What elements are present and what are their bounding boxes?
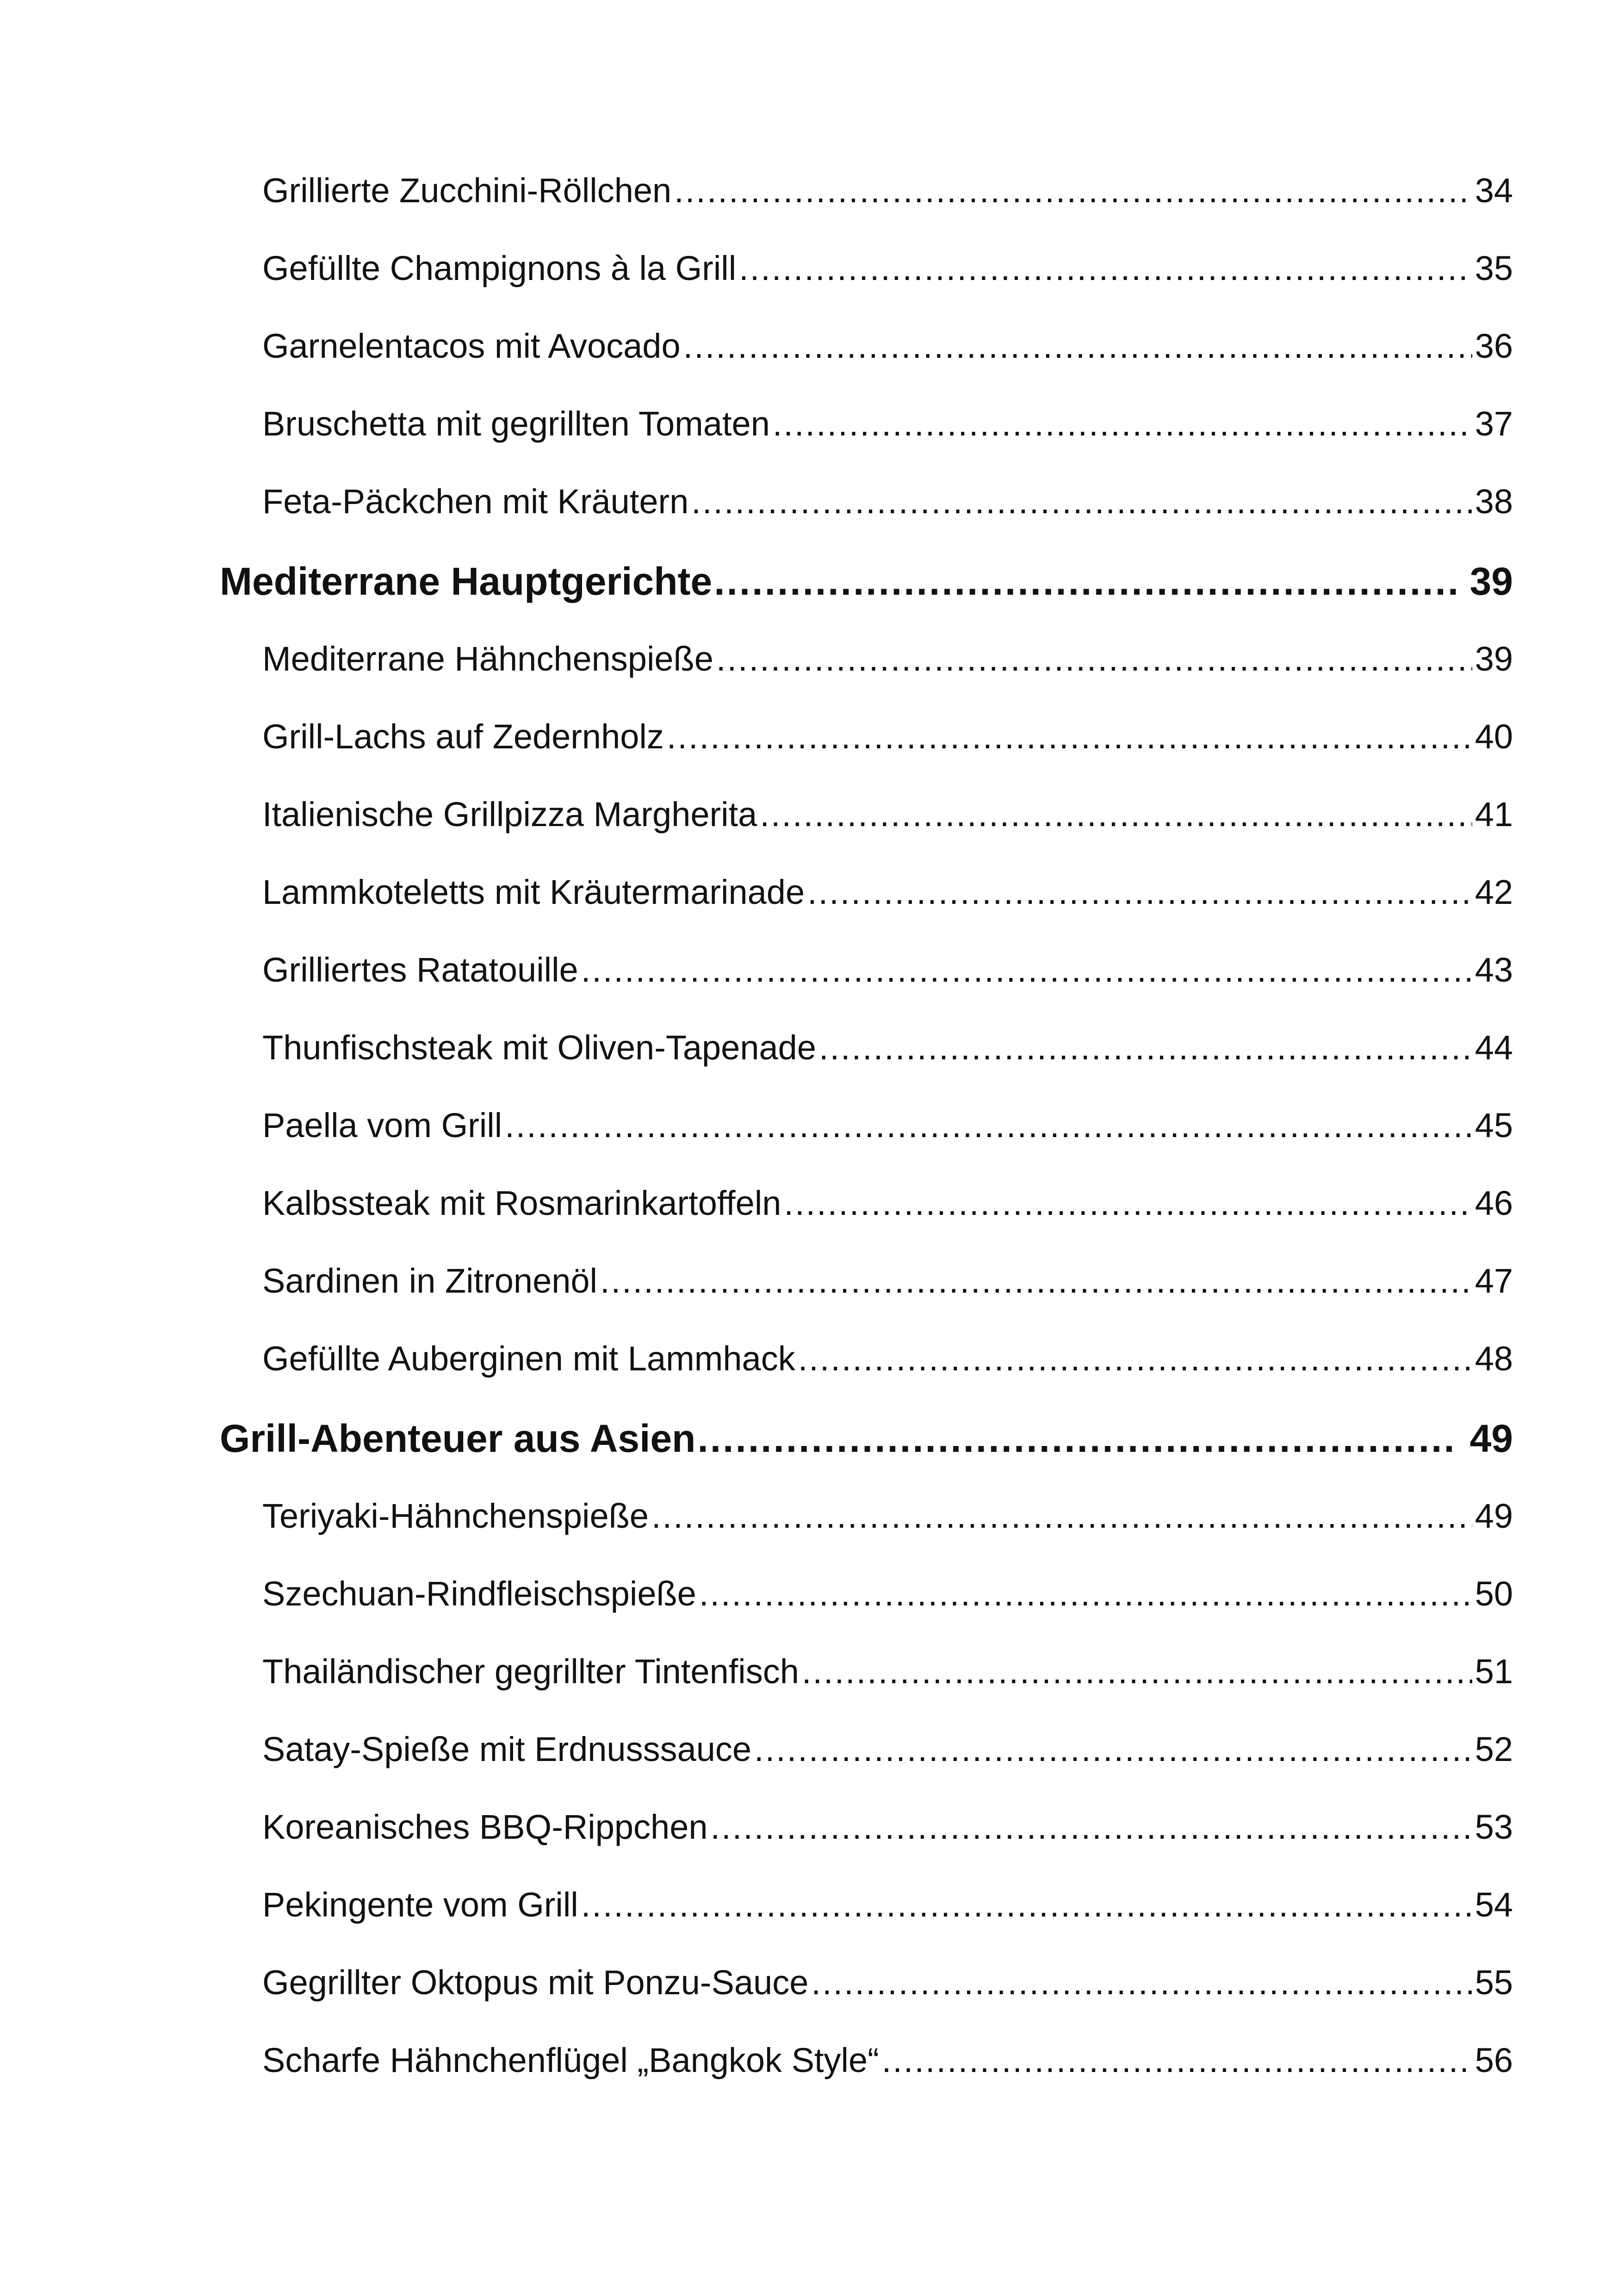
toc-entry-page-number: 38 [1475,482,1513,521]
toc-recipe-entry [220,790,1513,868]
toc-entry-title: Mediterrane Hauptgerichte [220,560,713,603]
toc-entry-page-number: 49 [1475,1497,1513,1535]
toc-entry-title: Thunfischsteak mit Oliven-Tapenade [262,1028,816,1067]
toc-recipe-entry [220,1024,1513,1101]
toc-entry-page-number: 46 [1475,1184,1513,1222]
dot-leader [651,1492,1472,1540]
toc-entry-page-number: 47 [1475,1262,1513,1300]
toc-entry-page-number: 48 [1475,1339,1513,1378]
toc-entry-title: Grill-Lachs auf Zedernholz [262,717,664,756]
dot-leader [819,1024,1472,1072]
dot-leader [691,478,1472,526]
toc-entry-title: Szechuan-Rindfleischspieße [262,1574,696,1613]
dot-leader [754,1725,1472,1773]
dot-leader [581,946,1472,994]
toc-entry-title: Bruschetta mit gegrillten Tomaten [262,404,770,443]
toc-entry-page-number: 40 [1475,717,1513,756]
dot-leader [714,555,1457,607]
toc-entry-title: Grilliertes Ratatouille [262,951,578,989]
toc-entry-page-number: 56 [1475,2041,1513,2079]
toc-recipe-entry [220,868,1513,946]
toc-recipe-entry [220,635,1513,713]
toc-entry-page-number: 45 [1475,1106,1513,1145]
toc-entry-title: Pekingente vom Grill [262,1885,578,1924]
toc-entry-page-number: 41 [1475,795,1513,834]
toc-entry-page-number: 37 [1475,404,1513,443]
toc-recipe-entry [220,167,1513,244]
toc-recipe-entry [220,1492,1513,1570]
dot-leader [600,1257,1472,1305]
table-of-contents [220,167,1513,2114]
toc-entry-page-number: 34 [1475,171,1513,210]
toc-entry-page-number: 52 [1475,1730,1513,1768]
toc-entry-page-number: 43 [1475,951,1513,989]
toc-recipe-entry [220,713,1513,790]
toc-entry-page-number: 54 [1475,1885,1513,1924]
toc-recipe-entry [220,946,1513,1024]
toc-recipe-entry [220,322,1513,400]
toc-entry-title: Grillierte Zucchini-Röllchen [262,171,672,210]
dot-leader [667,713,1472,761]
toc-entry-title: Gefüllte Champignons à la Grill [262,249,737,287]
toc-entry-title: Thailändischer gegrillter Tintenfisch [262,1652,799,1691]
toc-recipe-entry [220,1725,1513,1803]
dot-leader [697,1412,1457,1464]
dot-leader [773,400,1472,448]
toc-entry-title: Teriyaki-Hähnchenspieße [262,1497,649,1535]
dot-leader [784,1179,1472,1227]
dot-leader [716,635,1472,683]
toc-entry-title: Mediterrane Hähnchenspieße [262,640,713,678]
dot-leader [739,244,1472,292]
toc-recipe-entry [220,1335,1513,1412]
dot-leader [802,1648,1472,1696]
toc-entry-title: Gefüllte Auberginen mit Lammhack [262,1339,795,1378]
dot-leader [699,1570,1472,1618]
toc-entry-title: Garnelentacos mit Avocado [262,327,681,365]
toc-entry-title: Sardinen in Zitronenöl [262,1262,597,1300]
toc-entry-page-number: 50 [1475,1574,1513,1613]
toc-recipe-entry [220,1101,1513,1179]
toc-entry-title: Koreanisches BBQ-Rippchen [262,1808,708,1846]
dot-leader [807,868,1472,916]
toc-entry-title: Paella vom Grill [262,1106,502,1145]
toc-entry-page-number: 39 [1469,560,1513,603]
toc-recipe-entry [220,1881,1513,1959]
dot-leader [711,1803,1472,1851]
toc-chapter-entry [220,1412,1513,1492]
toc-entry-page-number: 35 [1475,249,1513,287]
toc-recipe-entry [220,1648,1513,1725]
toc-entry-title: Italienische Grillpizza Margherita [262,795,757,834]
toc-entry-title: Scharfe Hähnchenflügel „Bangkok Style“ [262,2041,879,2079]
toc-entry-title: Feta-Päckchen mit Kräutern [262,482,689,521]
toc-entry-title: Gegrillter Oktopus mit Ponzu-Sauce [262,1963,809,2002]
dot-leader [581,1881,1472,1929]
dot-leader [882,2036,1472,2084]
toc-recipe-entry [220,1803,1513,1881]
toc-entry-title: Kalbssteak mit Rosmarinkartoffeln [262,1184,781,1222]
toc-entry-title: Lammkoteletts mit Kräutermarinade [262,873,805,911]
dot-leader [683,322,1472,370]
toc-recipe-entry [220,2036,1513,2114]
toc-recipe-entry [220,244,1513,322]
toc-entry-title: Satay-Spieße mit Erdnusssauce [262,1730,752,1768]
dot-leader [505,1101,1472,1150]
toc-entry-title: Grill-Abenteuer aus Asien [220,1417,696,1460]
toc-entry-page-number: 53 [1475,1808,1513,1846]
toc-entry-page-number: 39 [1475,640,1513,678]
toc-recipe-entry [220,1257,1513,1335]
dot-leader [811,1959,1472,2007]
toc-entry-page-number: 55 [1475,1963,1513,2002]
toc-entry-page-number: 42 [1475,873,1513,911]
dot-leader [760,790,1472,839]
toc-recipe-entry [220,400,1513,478]
toc-chapter-entry [220,555,1513,635]
toc-entry-page-number: 49 [1469,1417,1513,1460]
toc-recipe-entry [220,1959,1513,2036]
dot-leader [798,1335,1472,1383]
toc-entry-page-number: 44 [1475,1028,1513,1067]
toc-recipe-entry [220,478,1513,555]
toc-entry-page-number: 51 [1475,1652,1513,1691]
toc-recipe-entry [220,1179,1513,1257]
toc-recipe-entry [220,1570,1513,1648]
dot-leader [674,167,1472,215]
toc-entry-page-number: 36 [1475,327,1513,365]
